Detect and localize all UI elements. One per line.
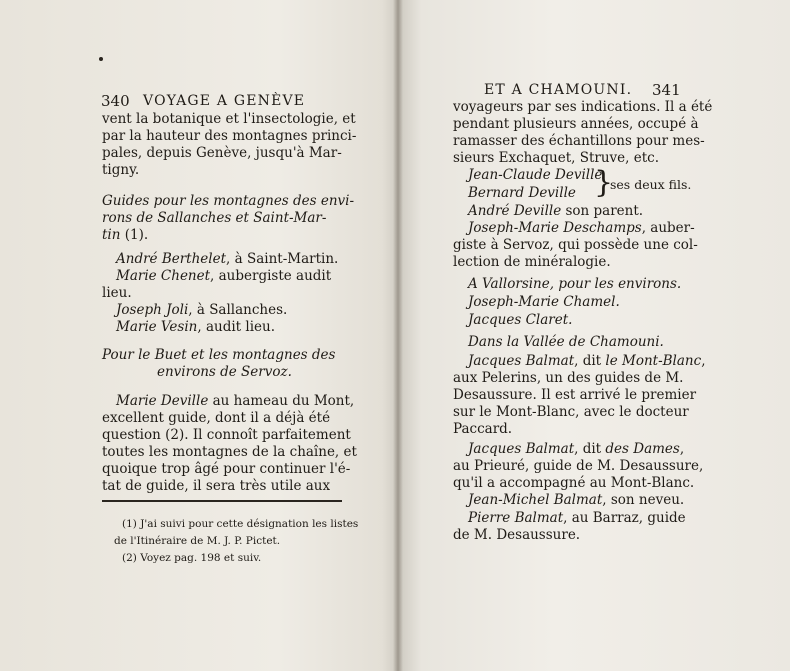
footnote: (2) Voyez pag. 198 et suiv. xyxy=(122,552,262,564)
body-line: lection de minéralogie. xyxy=(453,254,611,270)
footnote: (1) J'ai suivi pour cette désignation les listes xyxy=(122,518,359,530)
guide-entry: Marie Chenet, aubergiste audit xyxy=(116,268,332,284)
body-line: sur le Mont-Blanc, avec le docteur xyxy=(453,404,689,420)
guide-entry: lieu. xyxy=(102,285,132,301)
guide-entry: Joseph Joli, à Sallanches. xyxy=(116,302,288,318)
section-heading: Guides pour les montagnes des envi- xyxy=(102,193,355,209)
guide-entry: Bernard Deville xyxy=(468,185,576,201)
ink-speck xyxy=(99,57,103,61)
body-line: au Prieuré, guide de M. Desaussure, xyxy=(453,458,704,474)
body-line: pendant plusieurs années, occupé à xyxy=(453,116,699,132)
section-heading: Pour le Buet et les montagnes des xyxy=(102,347,336,363)
body-line: tigny. xyxy=(102,162,140,178)
guide-entry: Jean-Michel Balmat, son neveu. xyxy=(468,492,685,508)
guide-entry: Joseph-Marie Chamel. xyxy=(468,294,620,310)
brace-label: ses deux fils. xyxy=(610,177,692,192)
book-gutter xyxy=(393,0,403,671)
body-line: sieurs Exchaquet, Struve, etc. xyxy=(453,150,659,166)
body-line: par la hauteur des montagnes princi- xyxy=(102,128,357,144)
right-page xyxy=(398,0,790,671)
body-line: pales, depuis Genève, jusqu'à Mar- xyxy=(102,145,342,161)
body-line: aux Pelerins, un des guides de M. xyxy=(453,370,684,386)
guide-entry: Jacques Balmat, dit le Mont-Blanc, xyxy=(468,353,706,369)
section-heading: environs de Servoz. xyxy=(157,364,292,380)
body-line: Marie Deville au hameau du Mont, xyxy=(116,393,355,409)
body-line: voyageurs par ses indications. Il a été xyxy=(453,99,713,115)
body-line: excellent guide, dont il a déjà été xyxy=(102,410,331,426)
body-line: toutes les montagnes de la chaîne, et xyxy=(102,444,357,460)
body-line: ramasser des échantillons pour mes- xyxy=(453,133,705,149)
body-line: vent la botanique et l'insectologie, et xyxy=(102,111,356,127)
body-line: question (2). Il connoît parfaitement xyxy=(102,427,351,443)
body-line: Paccard. xyxy=(453,421,513,437)
section-heading: A Vallorsine, pour les environs. xyxy=(468,276,682,292)
guide-entry: Jacques Balmat, dit des Dames, xyxy=(468,441,685,457)
body-line: Desaussure. Il est arrivé le premier xyxy=(453,387,697,403)
right-running-head: ET A CHAMOUNI. xyxy=(484,82,633,98)
section-heading: Dans la Vallée de Chamouni. xyxy=(468,334,664,350)
body-line: qu'il a accompagné au Mont-Blanc. xyxy=(453,475,695,491)
left-running-head: VOYAGE A GENÈVE xyxy=(143,93,306,109)
guide-entry: Marie Vesin, audit lieu. xyxy=(116,319,275,335)
body-line: giste à Servoz, qui possède une col- xyxy=(453,237,698,253)
guide-entry: Pierre Balmat, au Barraz, guide xyxy=(468,510,686,526)
guide-entry: André Deville son parent. xyxy=(468,203,644,219)
guide-entry: Jean-Claude Deville xyxy=(468,167,603,183)
body-line: tat de guide, il sera très utile aux xyxy=(102,478,331,494)
guide-entry: Joseph-Marie Deschamps, auber- xyxy=(468,220,695,236)
footnote: de l'Itinéraire de M. J. P. Pictet. xyxy=(114,535,281,547)
guide-entry: André Berthelet, à Saint-Martin. xyxy=(116,251,339,267)
footnote-rule xyxy=(102,500,342,502)
section-heading: rons de Sallanches et Saint-Mar- xyxy=(102,210,327,226)
right-page-number: 341 xyxy=(652,81,681,99)
left-page-number: 340 xyxy=(101,92,130,110)
section-heading: tin (1). xyxy=(102,227,149,243)
body-line: quoique trop âgé pour continuer l'é- xyxy=(102,461,351,477)
body-line: de M. Desaussure. xyxy=(453,527,581,543)
brace-mark: } xyxy=(594,165,614,200)
guide-entry: Jacques Claret. xyxy=(468,312,573,328)
